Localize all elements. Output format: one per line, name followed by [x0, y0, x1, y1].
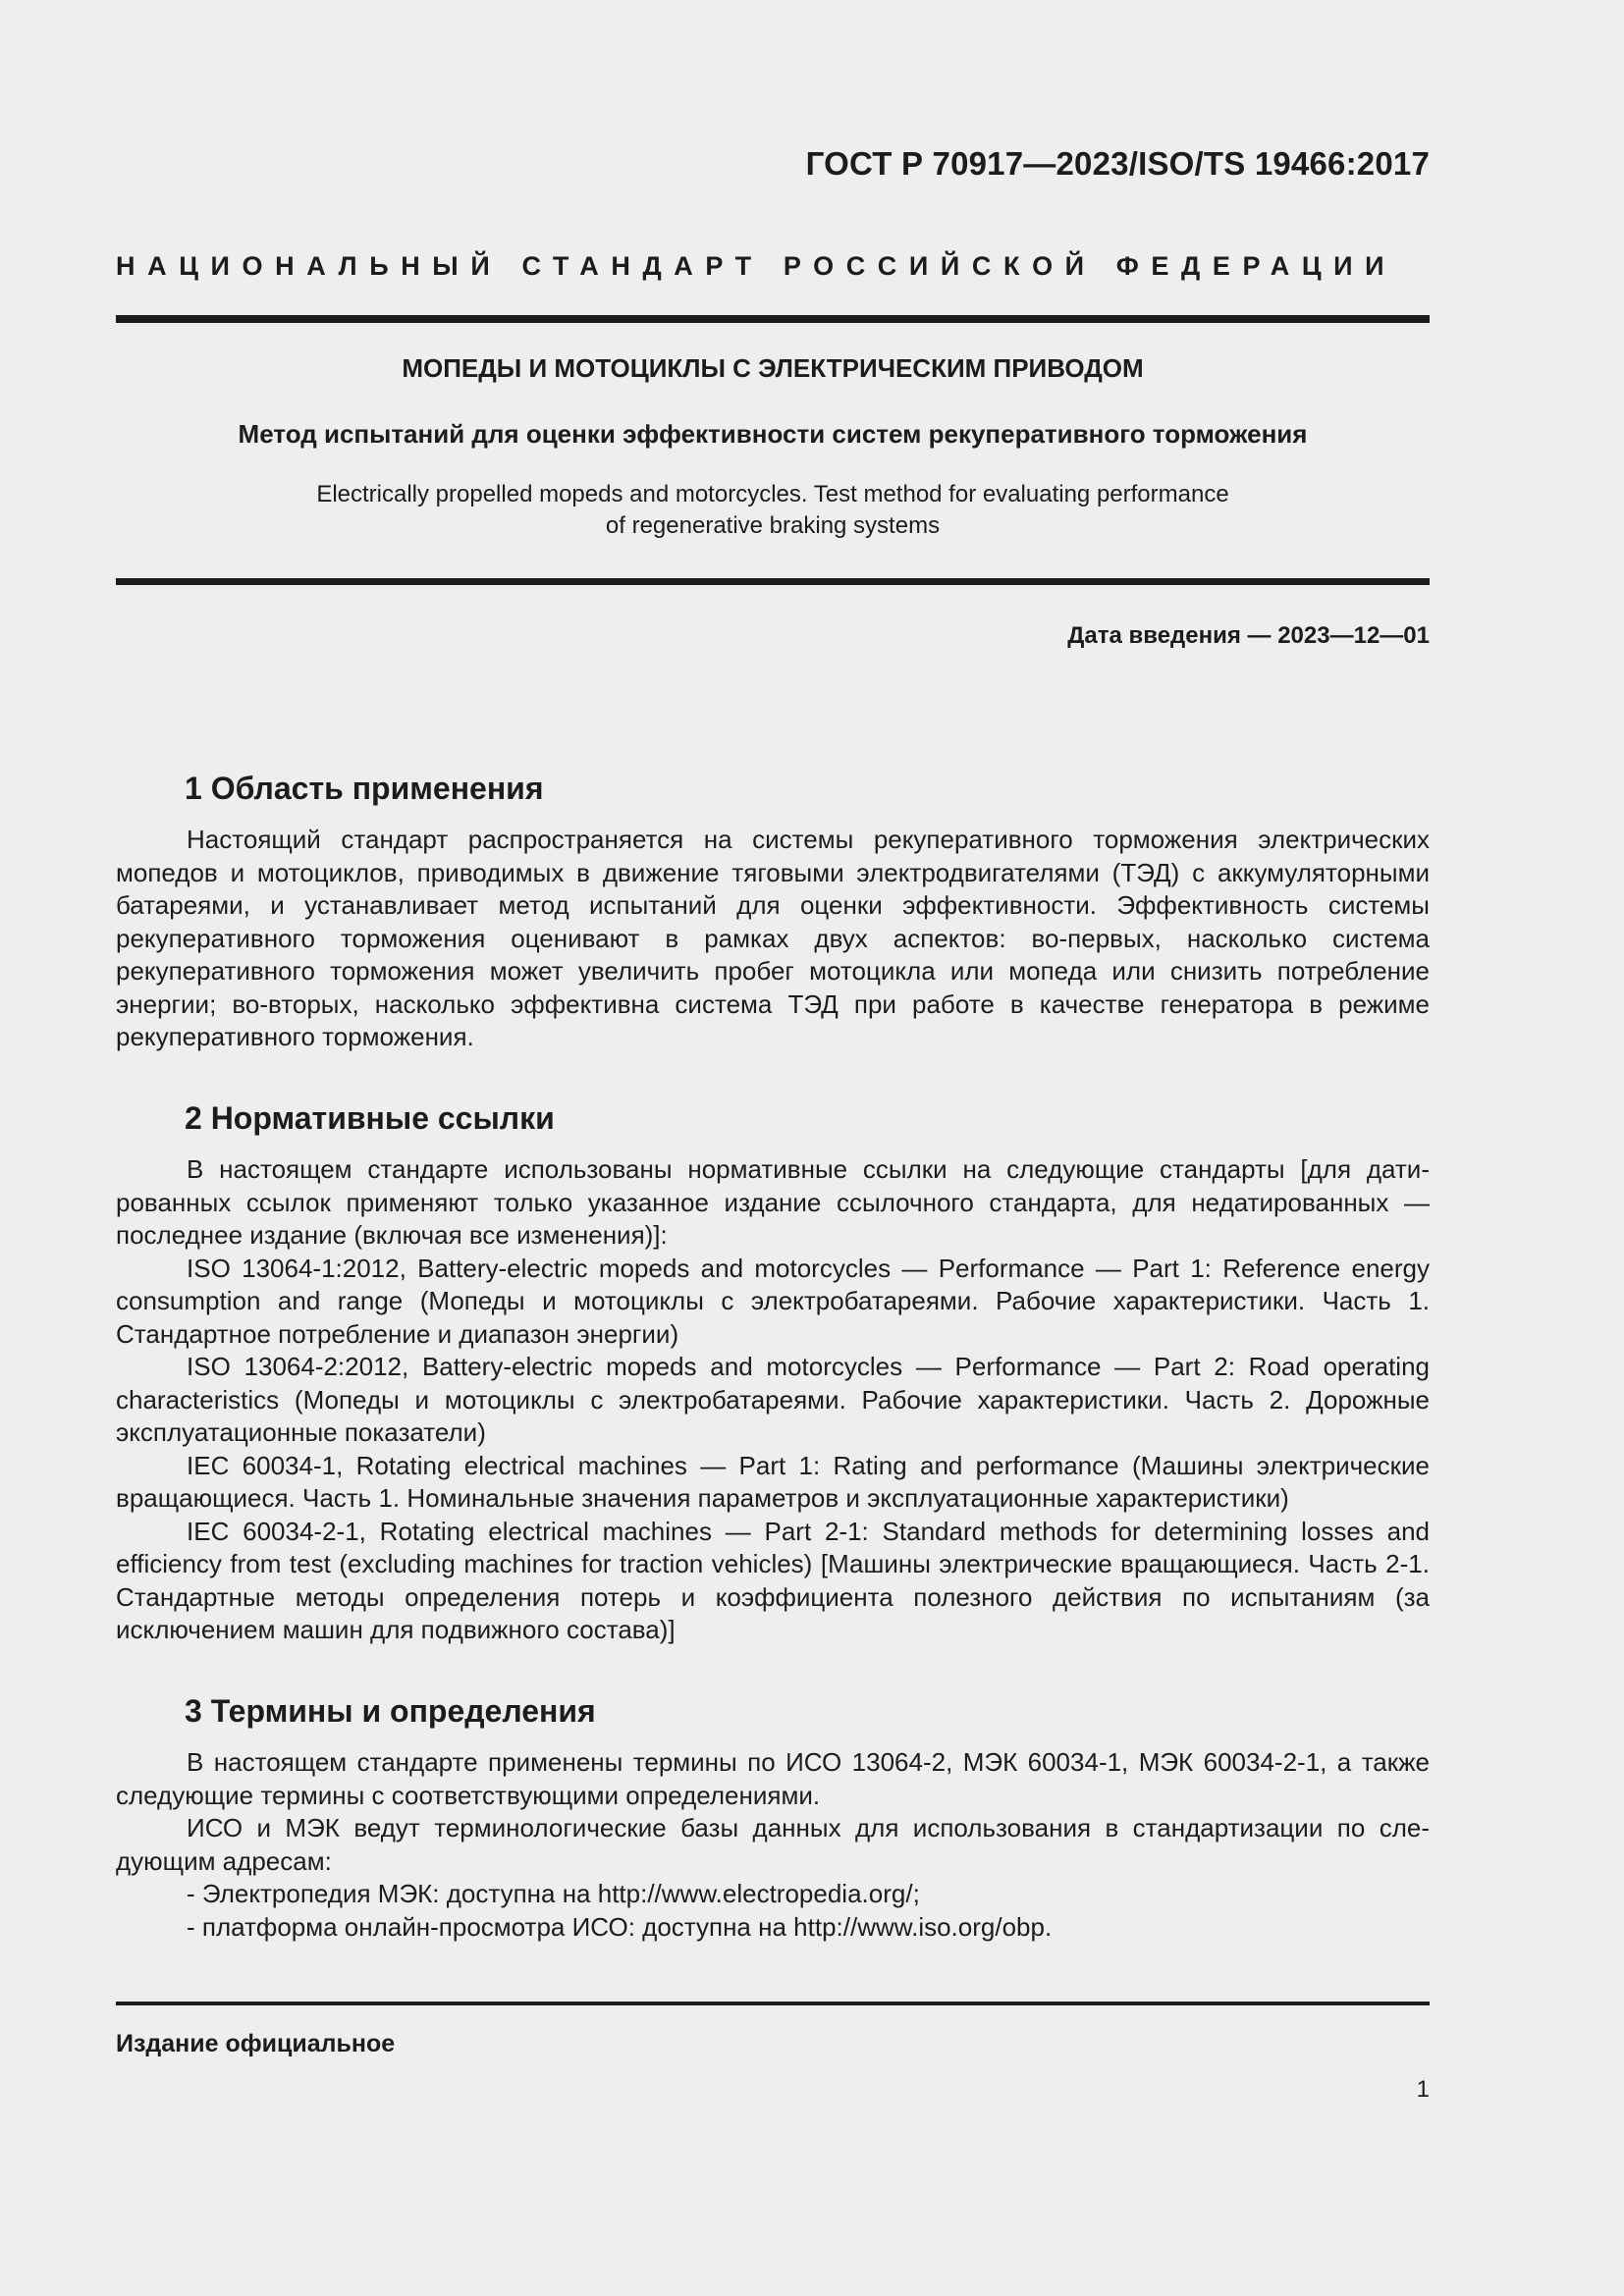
- paragraph: Настоящий стандарт распространяется на системы рекуперативного торможения электрических мопедов и мотоциклов, приводимых в движение тяговыми электродвигателями (ТЭД) с аккумуляторными батареями, и устанавливает метод испытаний для оценки эффективности. Эффективность системы рекуперативного торможения оценивают в рамках двух аспектов: во-первых, насколько система рекуперативного торможения может увеличить пробег мотоцикла или мопеда или снизить потребление энергии; во-вторых, насколько эффективна система ТЭД при работе в качестве генератора в режиме рекуперативного торможения.: [116, 825, 1430, 1051]
- document-title: МОПЕДЫ И МОТОЦИКЛЫ С ЭЛЕКТРИЧЕСКИМ ПРИВОДОМ: [402, 353, 1144, 383]
- paragraph: В настоящем стандарте применены термины по ИСО 13064-2, МЭК 60034-1, МЭК 60034-2-1, а также следующие термины с соответствующими определениями.: [116, 1747, 1430, 1810]
- document-subtitle: Метод испытаний для оценки эффективности систем рекуперативного торможения: [238, 419, 1308, 449]
- list-item: - Электропедия МЭК: доступна на http://www.electropedia.org/;: [187, 1879, 920, 1908]
- footer-rule: [116, 2002, 1430, 2005]
- reference-item: ISO 13064-1:2012, Battery-electric mopeds and motorcycles — Performance — Part 1: Reference energy consumption and range (Мопеды и мотоциклы с электробатареями. Рабочие характеристики. Часть 1. Стандартное потребление и диапазон энергии): [116, 1253, 1430, 1349]
- top-rule: [116, 315, 1430, 323]
- english-title: [116, 479, 1430, 542]
- section-terms-definitions: [116, 1692, 1430, 1944]
- section-heading: 2 Нормативные ссылки: [185, 1100, 555, 1136]
- reference-item: IEC 60034-2-1, Rotating electrical machines — Part 2-1: Standard methods for determining losses and efficiency from test (excluding machines for traction vehicles) [Машины электрические вращающиеся. Часть 2-1. Стандартные методы определения потерь и коэффициента полезного действия по испытаниям (за исключением машин для подвижного состава)]: [116, 1516, 1430, 1644]
- page-number: 1: [1416, 2076, 1430, 2103]
- section-heading: 3 Термины и определения: [185, 1693, 596, 1729]
- edition-label: Издание официальное: [116, 2030, 396, 2057]
- section-normative-references: [116, 1099, 1430, 1647]
- english-title-line-2: of regenerative braking systems: [605, 512, 941, 539]
- title-bottom-rule: [116, 578, 1430, 585]
- english-title-line-1: Electrically propelled mopeds and motorcycles. Test method for evaluating performance: [316, 481, 1229, 507]
- section-heading: 1 Область применения: [185, 771, 544, 806]
- document-code: ГОСТ Р 70917—2023/ISO/TS 19466:2017: [805, 145, 1430, 182]
- paragraph: ИСО и МЭК ведут терминологические базы данных для использования в стандартизации по следующим адресам:: [116, 1813, 1430, 1876]
- document-page: [116, 0, 1430, 2296]
- section-scope: [116, 770, 1430, 1054]
- national-standard-banner: НАЦИОНАЛЬНЫЙ СТАНДАРТ РОССИЙСКОЙ ФЕДЕРАЦИИ: [116, 251, 1397, 281]
- date-of-introduction: Дата введения — 2023—12—01: [1067, 622, 1430, 649]
- reference-item: IEC 60034-1, Rotating electrical machines — Part 1: Rating and performance (Машины электрические вращающиеся. Часть 1. Номинальные значения параметров и эксплуатационные характеристики): [116, 1450, 1430, 1513]
- paragraph: В настоящем стандарте использованы нормативные ссылки на следующие стандарты [для датированных ссылок применяют только указанное издание ссылочного стандарта, для недатированных — последнее издание (включая все изменения)]:: [116, 1154, 1430, 1250]
- list-item: - платформа онлайн-просмотра ИСО: доступна на http://www.iso.org/obp.: [187, 1911, 1053, 1942]
- reference-item: ISO 13064-2:2012, Battery-electric mopeds and motorcycles — Performance — Part 2: Road operating characteristics (Мопеды и мотоциклы с электробатареями. Рабочие характеристики. Часть 2. Дорожные эксплуатационные показатели): [116, 1352, 1430, 1447]
